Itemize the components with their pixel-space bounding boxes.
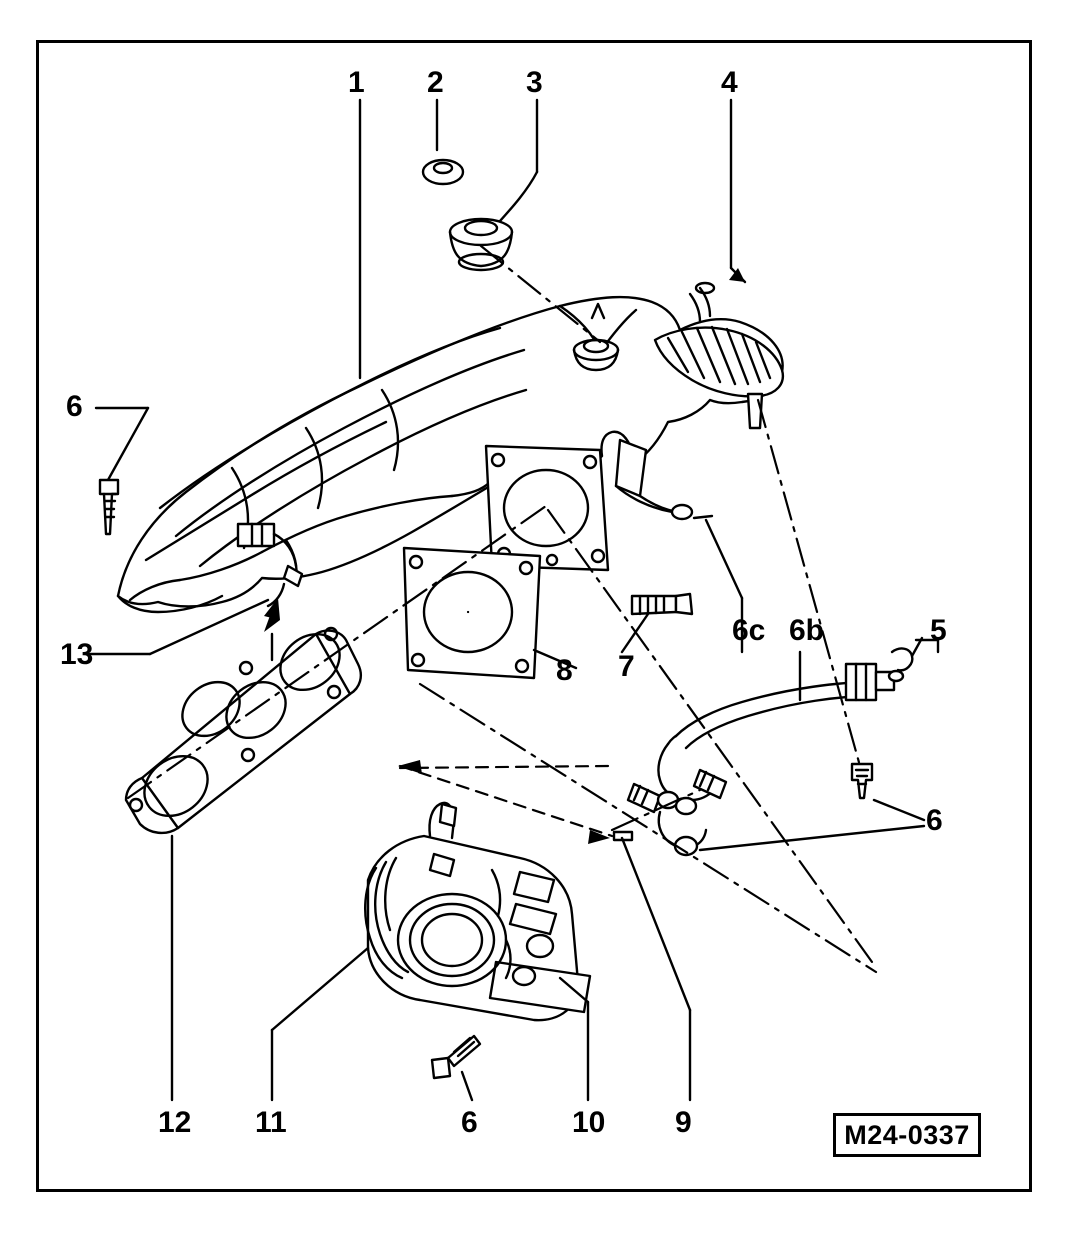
callout-2: 2 [427, 66, 444, 99]
callout-6-left: 6 [66, 390, 83, 423]
diagram-code: M24-0337 [844, 1119, 970, 1150]
callout-3: 3 [526, 66, 543, 99]
callout-10: 8 [556, 654, 573, 687]
callout-11: 9 [675, 1106, 692, 1139]
diagram-code-box [833, 1113, 981, 1157]
callout-4: 4 [721, 66, 738, 99]
callout-15: 13 [60, 638, 94, 671]
callout-13: 11 [255, 1106, 287, 1139]
callout-9: 7 [618, 650, 635, 683]
callout-8: 6c [732, 614, 766, 647]
callout-1: 1 [348, 66, 365, 99]
callout-12: 10 [572, 1106, 606, 1139]
callout-5: 5 [930, 614, 947, 647]
callout-6-right: 6 [926, 804, 943, 837]
callout-6-bottom: 6 [461, 1106, 478, 1139]
callout-14: 12 [158, 1106, 192, 1139]
callout-7: 6b [789, 614, 825, 647]
